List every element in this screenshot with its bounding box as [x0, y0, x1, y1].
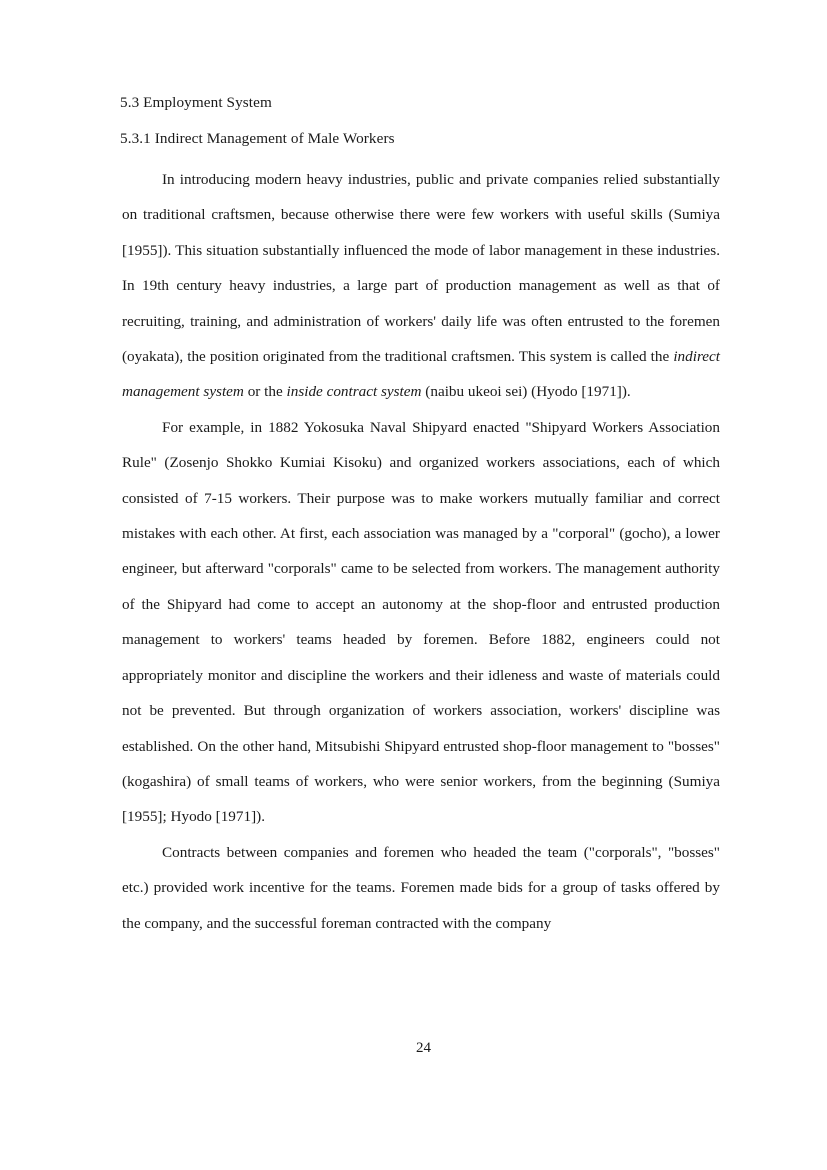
paragraph-1-end: (naibu ukeoi sei) (Hyodo [1971]). [421, 383, 631, 401]
paragraph-1 [122, 162, 720, 410]
paragraph-3: Contracts between companies and foremen who headed the team ("corporals", "bosses" etc.) provided work incentive for the teams. Foremen made bids for a group of tasks offered by the company, and the successful foreman contracted with the company [122, 843, 720, 932]
italic-term-indirect-management: indirect management system [122, 348, 720, 401]
page-number: 24 [416, 1040, 431, 1056]
italic-term-inside-contract: inside contract system [286, 383, 422, 401]
body-text [122, 162, 720, 941]
paragraph-1-connector: or the [243, 383, 287, 401]
paragraph-1-text: In introducing modern heavy industries, public and private companies relied substantially on traditional craftsmen, because otherwise there were few workers with useful skills (Sumiya [1955]). This situation substantially influenced the mode of labor management in these industries. In 19th century heavy industries, a large part of production management as well as that of recruiting, training, and administration of workers' daily life was often entrusted to the foremen (oyakata), the position originated from the traditional craftsmen. This system is called the [122, 171, 720, 366]
subsection-heading: 5.3.1 Indirect Management of Male Workers [120, 130, 395, 147]
section-heading: 5.3 Employment System [120, 94, 272, 111]
paragraph-2: For example, in 1882 Yokosuka Naval Shipyard enacted "Shipyard Workers Association Rule" (Zosenjo Shokko Kumiai Kisoku) and organized workers associations, each of which consisted of 7-15 workers. Their purpose was to make workers mutually familiar and correct mistakes with each other. At first, each association was managed by a "corporal" (gocho), a lower engineer, but afterward "corporals" came to be selected from workers. The management authority of the Shipyard had come to accept an autonomy at the shop-floor and entrusted production management to workers' teams headed by foremen. Before 1882, engineers could not appropriately monitor and discipline the workers and their idleness and waste of materials could not be prevented. But through organization of workers association, workers' discipline was established. On the other hand, Mitsubishi Shipyard entrusted shop-floor management to "bosses" (kogashira) of small teams of workers, who were senior workers, from the beginning (Sumiya [1955]; Hyodo [1971]). [122, 418, 720, 826]
